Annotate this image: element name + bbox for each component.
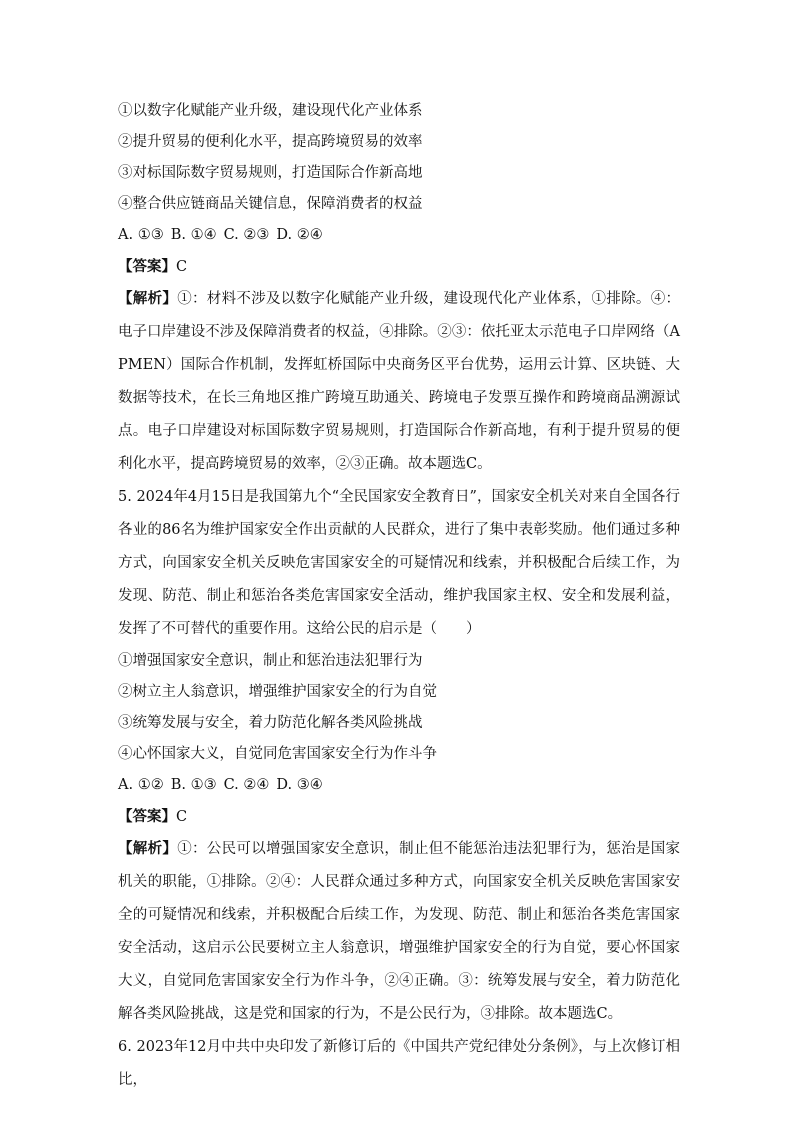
q5-option-a: A. ①② <box>118 777 164 793</box>
q4-answer-label: 【答案】 <box>118 258 176 275</box>
q4-statement-3: ③对标国际数字贸易规则，打造国际合作新高地 <box>118 165 423 181</box>
q5-options <box>118 770 680 801</box>
q4-statement-1: ①以数字化赋能产业升级，建设现代化产业体系 <box>118 103 423 119</box>
q4-analysis-label: 【解析】 <box>118 290 178 307</box>
q5-statement-4: ④心怀国家大义，自觉同危害国家安全行为作斗争 <box>118 746 437 762</box>
q4-option-c: C. ②③ <box>223 227 270 243</box>
q5-option-b: B. ①③ <box>170 777 217 793</box>
q6-stem: 6. 2023年12月中共中央印发了新修订后的《中国共产党纪律处分条例》，与上次修订相比， <box>118 1039 680 1088</box>
q5-statement-1: ①增强国家安全意识，制止和惩治违法犯罪行为 <box>118 653 423 669</box>
q4-statement-2: ②提升贸易的便利化水平，提高跨境贸易的效率 <box>118 134 423 150</box>
q4-option-a: A. ①③ <box>118 227 164 243</box>
q4-analysis-text: ①：材料不涉及以数字化赋能产业升级，建设现代化产业体系，①排除。④：电子口岸建设不涉及保障消费者的权益，④排除。②③：依托亚太示范电子口岸网络（APMEN）国际合作机制，发挥虹桥国际中央商务区平台优势，运用云计算、区块链、大数据等技术，在长三角地区推广跨境互助通关、跨境电子发票互操作和跨境商品溯源试点。电子口岸建设对标国际数字贸易规则，打造国际合作新高地，有利于提升贸易的便利化水平，提高跨境贸易的效率，②③正确。故本题选C。 <box>118 291 681 472</box>
q5-option-c: C. ②④ <box>223 777 270 793</box>
q5-analysis-text: ①：公民可以增强国家安全意识，制止但不能惩治违法犯罪行为，惩治是国家机关的职能，①排除。②④：人民群众通过多种方式，向国家安全机关反映危害国家安全的可疑情况和线索，并积极配合后续工作，为发现、防范、制止和惩治各类危害国家安全活动，这启示公民要树立主人翁意识，增强维护国家安全的行为自觉，要心怀国家大义，自觉同危害国家安全行为作斗争，②④正确。③：统筹发展与安全，着力防范化解各类风险挑战，这是党和国家的行为，不是公民行为，③排除。故本题选C。 <box>118 841 681 1022</box>
q4-statement-4: ④整合供应链商品关键信息，保障消费者的权益 <box>118 196 423 212</box>
q5-analysis-label: 【解析】 <box>118 840 178 857</box>
q4-answer <box>118 251 680 282</box>
q5-stem: 5. 2024年4月15日是我国第九个“全民国家安全教育日”，国家安全机关对来自全国各行各业的86名为维护国家安全作出贡献的人民群众，进行了集中表彰奖励。他们通过多种方式，向国家安全机关反映危害国家安全的可疑情况和线索，并积极配合后续工作，为发现、防范、制止和惩治各类危害国家安全活动，维护我国家主权、安全和发展利益，发挥了不可替代的重要作用。这给公民的启示是（ ） <box>118 489 680 637</box>
q4-answer-value: C <box>176 259 188 275</box>
q5-answer-label: 【答案】 <box>118 808 176 825</box>
q4-options <box>118 220 680 251</box>
document-page <box>118 96 680 1097</box>
q5-answer <box>118 801 680 832</box>
q5-option-d: D. ③④ <box>276 777 323 793</box>
q4-option-d: D. ②④ <box>276 227 323 243</box>
q5-statement-3: ③统筹发展与安全，着力防范化解各类风险挑战 <box>118 715 423 731</box>
q5-analysis <box>118 832 680 1031</box>
q4-option-b: B. ①④ <box>170 227 217 243</box>
q5-answer-value: C <box>176 809 188 825</box>
q5-statement-2: ②树立主人翁意识，增强维护国家安全的行为自觉 <box>118 684 437 700</box>
q4-analysis <box>118 282 680 481</box>
